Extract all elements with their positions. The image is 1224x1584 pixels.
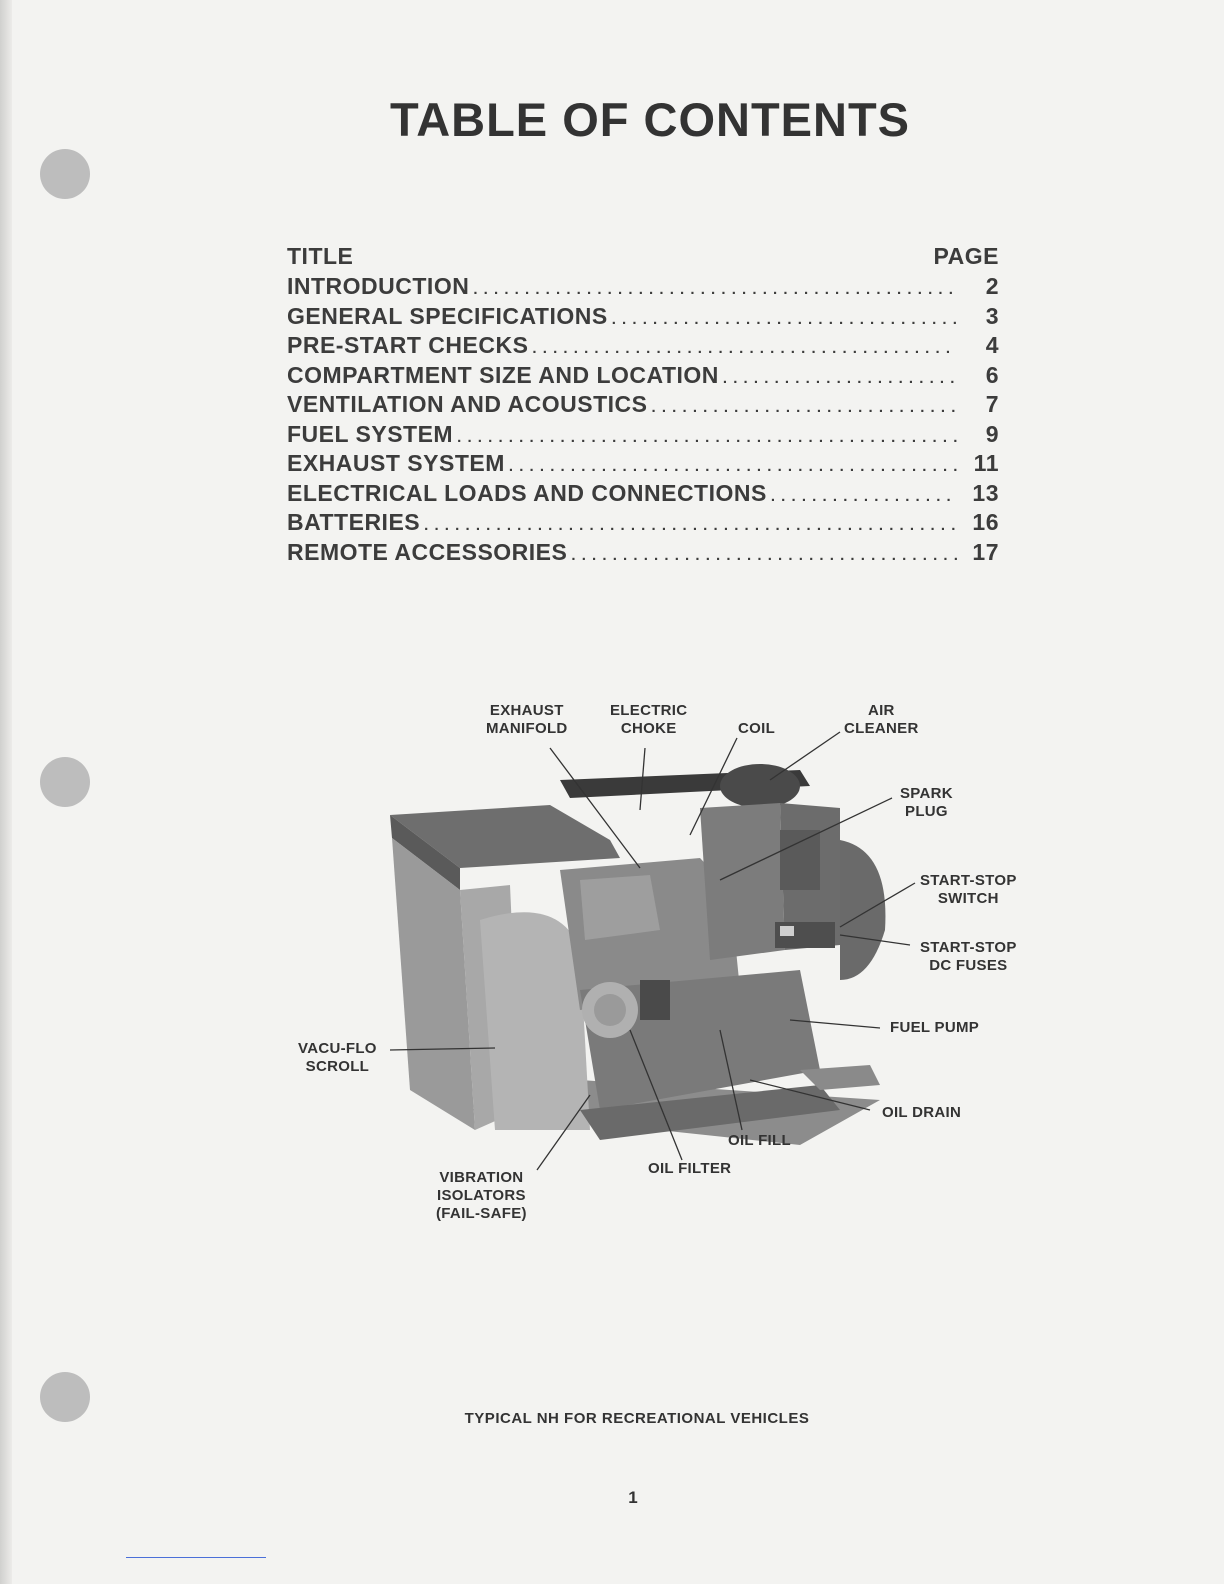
toc-entry <box>287 509 999 539</box>
toc-entry <box>287 362 999 392</box>
callout-fuel-pump <box>890 1019 979 1037</box>
binder-hole-top <box>40 149 90 199</box>
callout-vibration-isolators-line2: ISOLATORS <box>436 1187 526 1204</box>
toc-leader-dots <box>473 273 957 300</box>
callout-vacu-flo-scroll <box>298 1040 377 1076</box>
callout-electric-choke-line2: CHOKE <box>620 720 677 737</box>
figure-caption: TYPICAL NH FOR RECREATIONAL VEHICLES <box>464 1410 810 1427</box>
toc-entry-label: BATTERIES <box>287 509 421 535</box>
callout-oil-drain-line1: OIL DRAIN <box>882 1104 962 1121</box>
toc-leader-dots <box>612 303 957 330</box>
toc-header-title: TITLE <box>287 243 354 269</box>
toc-entry <box>287 480 999 510</box>
toc-entry-label: INTRODUCTION <box>287 273 470 299</box>
callout-start-stop-switch <box>920 872 1017 908</box>
toc-entry-label: VENTILATION AND ACOUSTICS <box>287 391 648 417</box>
toc-entry-page: 11 <box>973 450 999 476</box>
toc-leader-dots <box>532 332 957 359</box>
toc-leader-dots <box>723 362 957 389</box>
callout-air-cleaner-line2: CLEANER <box>844 720 919 737</box>
callout-start-stop-dc-fuses <box>920 939 1017 975</box>
callout-exhaust-manifold <box>486 702 568 738</box>
callout-oil-drain <box>882 1104 961 1122</box>
toc-entry-page: 17 <box>972 538 999 565</box>
table-of-contents <box>287 243 999 568</box>
callout-air-cleaner-line1: AIR <box>867 702 895 719</box>
callout-start-stop-dc-fuses-line2: DC FUSES <box>929 957 1008 974</box>
callout-exhaust-manifold-line1: EXHAUST <box>489 702 564 719</box>
callout-spark-plug <box>900 785 953 821</box>
toc-leader-dots <box>424 509 957 536</box>
toc-entry-label: ELECTRICAL LOADS AND CONNECTIONS <box>287 479 767 506</box>
toc-leader-dots <box>509 450 957 477</box>
callout-electric-choke-line1: ELECTRIC <box>610 702 688 719</box>
callout-vacu-flo-scroll-line2: SCROLL <box>305 1058 370 1075</box>
toc-entry-page: 4 <box>985 332 999 358</box>
toc-entry-label: REMOTE ACCESSORIES <box>287 538 568 565</box>
toc-entry-page: 16 <box>972 509 999 535</box>
callout-vibration-isolators-line1: VIBRATION <box>439 1169 524 1186</box>
toc-entry <box>287 450 999 480</box>
callout-electric-choke <box>610 702 687 738</box>
toc-entry <box>287 391 999 421</box>
toc-entry <box>287 539 999 569</box>
callout-start-stop-dc-fuses-line1: START-STOP <box>920 939 1017 956</box>
toc-entry-label: PRE-START CHECKS <box>287 332 529 358</box>
page-edge <box>0 0 12 1584</box>
toc-header-page: PAGE <box>933 243 999 269</box>
toc-entry-page: 7 <box>985 391 999 417</box>
callout-fuel-pump-line1: FUEL PUMP <box>890 1019 980 1036</box>
callout-coil-line1: COIL <box>738 720 776 737</box>
callout-coil <box>738 720 775 738</box>
callout-spark-plug-line2: PLUG <box>905 803 948 820</box>
toc-entry <box>287 303 999 333</box>
callout-vibration-isolators <box>436 1169 527 1223</box>
callout-start-stop-switch-line2: SWITCH <box>937 890 999 907</box>
toc-entry-page: 3 <box>985 302 999 329</box>
toc-header <box>287 243 999 273</box>
toc-entry-label: EXHAUST SYSTEM <box>287 450 505 476</box>
toc-leader-dots <box>651 391 957 418</box>
callout-vibration-isolators-line3: (FAIL-SAFE) <box>436 1205 527 1222</box>
callout-vacu-flo-scroll-line1: VACU-FLO <box>298 1040 377 1057</box>
underline-mark <box>126 1557 266 1558</box>
binder-hole-middle <box>40 757 90 807</box>
toc-entry-page: 9 <box>985 420 999 447</box>
toc-entry-page: 6 <box>985 361 999 388</box>
toc-entry-label: GENERAL SPECIFICATIONS <box>287 302 608 329</box>
page-number: 1 <box>628 1488 638 1507</box>
callout-oil-fill-line1: OIL FILL <box>728 1132 791 1149</box>
callout-oil-filter <box>648 1160 731 1178</box>
callout-start-stop-switch-line1: START-STOP <box>920 872 1017 889</box>
toc-entry <box>287 332 999 362</box>
generator-figure <box>280 690 1040 1250</box>
callout-exhaust-manifold-line2: MANIFOLD <box>486 720 568 737</box>
toc-leader-dots <box>457 421 957 448</box>
callout-air-cleaner <box>844 702 919 738</box>
toc-leader-dots <box>771 480 957 507</box>
toc-entry <box>287 273 999 303</box>
toc-entry <box>287 421 999 451</box>
callout-oil-filter-line1: OIL FILTER <box>648 1160 732 1177</box>
callout-spark-plug-line1: SPARK <box>900 785 953 802</box>
toc-leader-dots <box>571 539 957 566</box>
toc-entry-page: 2 <box>985 273 999 299</box>
callout-oil-fill <box>728 1132 791 1150</box>
toc-entry-label: COMPARTMENT SIZE AND LOCATION <box>287 361 719 388</box>
page-title: TABLE OF CONTENTS <box>389 93 911 146</box>
toc-entry-page: 13 <box>972 479 999 506</box>
toc-entry-label: FUEL SYSTEM <box>287 420 454 447</box>
